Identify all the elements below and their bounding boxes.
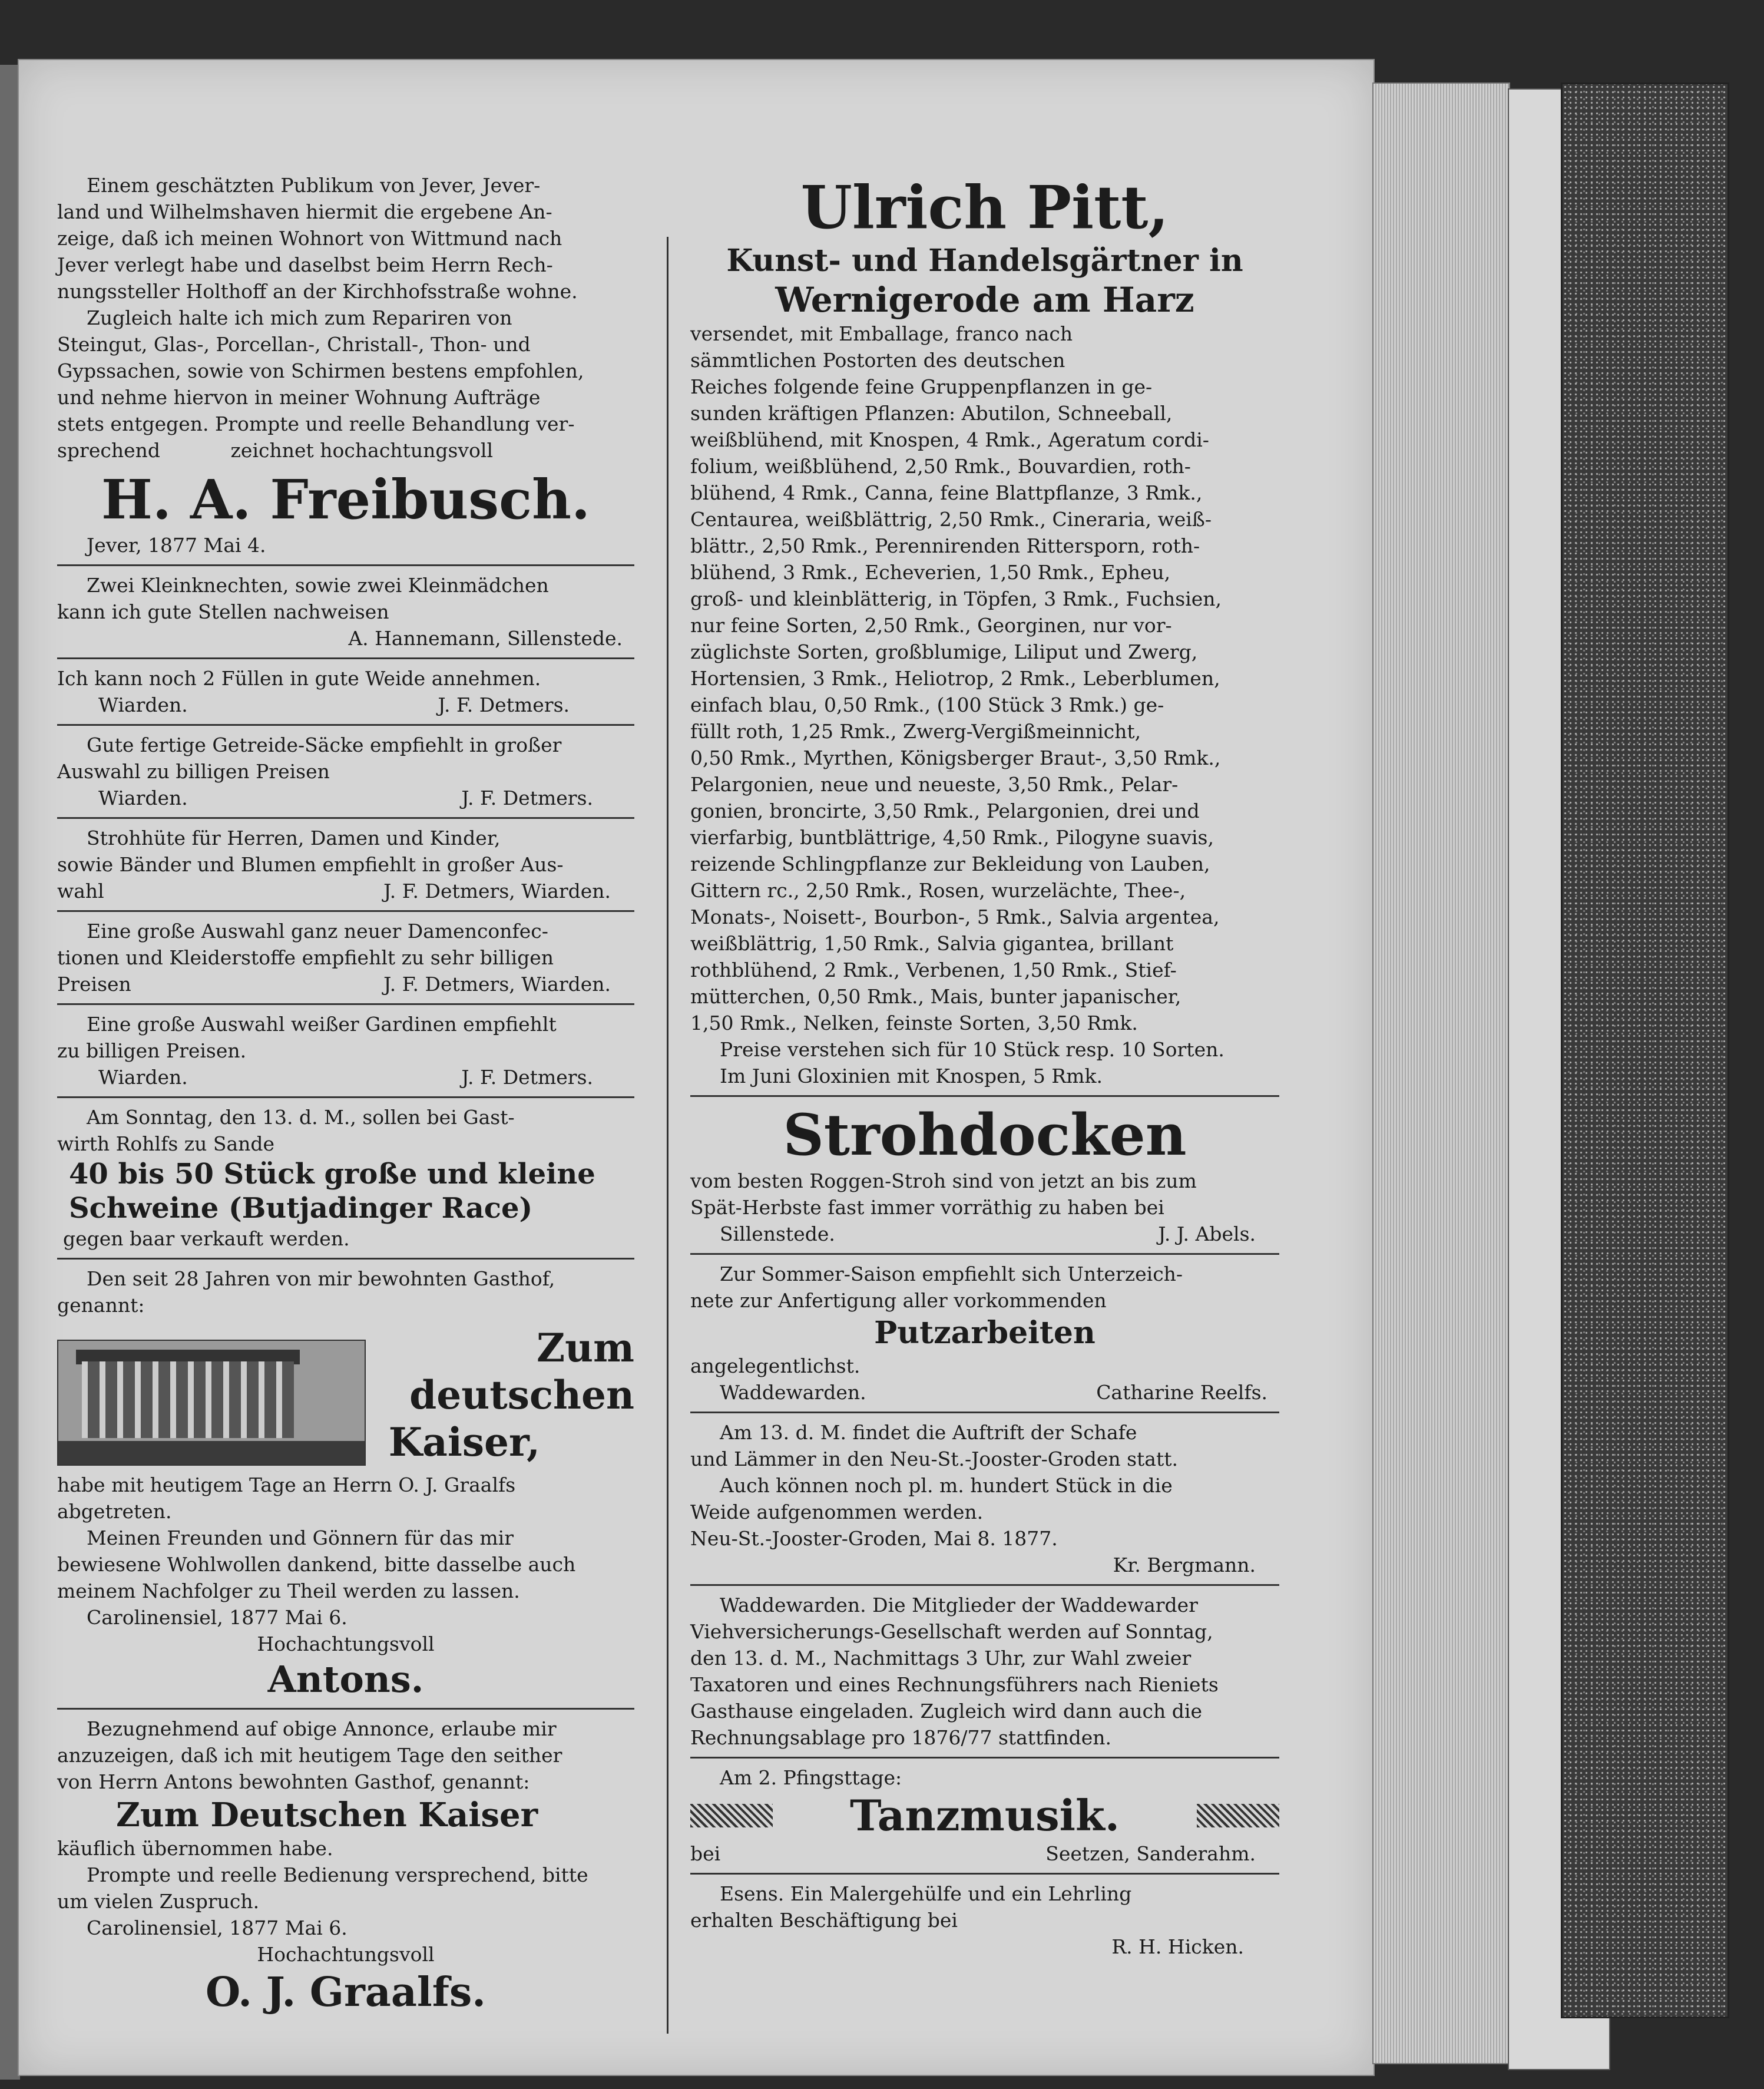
separator: [57, 724, 634, 726]
text-line: Auch können noch pl. m. hundert Stück in die: [720, 1474, 1173, 1497]
left-column: [57, 172, 634, 2017]
text-line: Viehversicherungs-Gesellschaft werden auf Sonntag,: [690, 1620, 1213, 1643]
ad-rohlfs: [57, 1104, 634, 1252]
separator: [690, 1584, 1279, 1586]
text-line: weißblättrig, 1,50 Rmk., Salvia gigantea, brillant: [690, 932, 1174, 955]
text-line: 1,50 Rmk., Nelken, feinste Sorten, 3,50 Rmk.: [690, 1012, 1138, 1034]
signature: Kr. Bergmann.: [1113, 1553, 1256, 1576]
text-line: züglichste Sorten, großblumige, Liliput und Zwerg,: [690, 640, 1198, 663]
headline: Schweine (Butjadinger Race): [69, 1192, 533, 1225]
text-line: Jever verlegt habe und daselbst beim Herrn Rech-: [57, 253, 553, 276]
book-spine: [0, 65, 20, 2080]
text-line: Eine große Auswahl ganz neuer Damenconfec-: [87, 920, 548, 943]
closing-right: zeichnet hochachtungsvoll: [230, 439, 493, 462]
text-line: Weide aufgenommen werden.: [690, 1500, 984, 1523]
text-line: Einem geschätzten Publikum von Jever, Jever-: [87, 174, 541, 197]
text-line: Gypssachen, sowie von Schirmen bestens empfohlen,: [57, 359, 584, 382]
subtitle: Wernigerode am Harz: [775, 280, 1194, 320]
text-line: Zwei Kleinknechten, sowie zwei Kleinmädchen: [87, 574, 549, 597]
signature: Seetzen, Sanderahm.: [1045, 1842, 1256, 1865]
place: Wiarden.: [98, 693, 188, 716]
date-line: Carolinensiel, 1877 Mai 6.: [87, 1606, 347, 1629]
text-line: Monats-, Noisett-, Bourbon-, 5 Rmk., Salvia argentea,: [690, 905, 1220, 928]
text-line: stets entgegen. Prompte und reelle Behandlung ver-: [57, 412, 575, 435]
date-line: Jever, 1877 Mai 4.: [87, 534, 266, 557]
text-line: blühend, 3 Rmk., Echeverien, 1,50 Rmk., Epheu,: [690, 561, 1171, 584]
text-line: füllt roth, 1,25 Rmk., Zwerg-Vergißmeinnicht,: [690, 720, 1141, 743]
ornament-right-icon: [1197, 1804, 1279, 1827]
text-line: erhalten Beschäftigung bei: [690, 1909, 958, 1932]
ad-hicken: [690, 1880, 1279, 1960]
separator: [57, 817, 634, 819]
text-line: Zugleich halte ich mich zum Repariren von: [87, 306, 512, 329]
ad-detmers-3: [57, 825, 634, 904]
text-line: Esens. Ein Malergehülfe und ein Lehrling: [720, 1882, 1132, 1905]
text-line: Im Juni Gloxinien mit Knospen, 5 Rmk.: [720, 1065, 1103, 1088]
date-line: Carolinensiel, 1877 Mai 6.: [87, 1916, 347, 1939]
ad-detmers-4: [57, 918, 634, 997]
text-line: käuflich übernommen habe.: [57, 1837, 333, 1860]
text-line: Am 2. Pfingsttage:: [720, 1766, 902, 1789]
text-line: abgetreten.: [57, 1500, 172, 1523]
ad-pitt: [690, 172, 1279, 1089]
signature: J. F. Detmers.: [461, 786, 593, 809]
separator: [57, 1096, 634, 1098]
text-line: um vielen Zuspruch.: [57, 1890, 260, 1913]
text-line: und nehme hiervon in meiner Wohnung Aufträge: [57, 386, 541, 409]
inn-title: Zum deutschen: [409, 1325, 634, 1418]
column-divider: [667, 237, 668, 2034]
place: Wiarden.: [98, 786, 188, 809]
text-line: nur feine Sorten, 2,50 Rmk., Georginen, nur vor-: [690, 614, 1172, 637]
place: Wiarden.: [98, 1066, 188, 1089]
text-line: versendet, mit Emballage, franco nach: [690, 322, 1073, 345]
book-cover: [1561, 82, 1729, 2018]
headline: Tanzmusik.: [850, 1790, 1120, 1840]
separator: [690, 1757, 1279, 1759]
text-line: Centaurea, weißblättrig, 2,50 Rmk., Cineraria, weiß-: [690, 508, 1212, 531]
signature: R. H. Hicken.: [1111, 1935, 1244, 1958]
text-line: bewiesene Wohlwollen dankend, bitte dasselbe auch: [57, 1553, 576, 1576]
text-line: zu billigen Preisen.: [57, 1039, 247, 1062]
text-line: Hortensien, 3 Rmk., Heliotrop, 2 Rmk., Leberblumen,: [690, 667, 1220, 690]
date-line: Neu-St.-Jooster-Groden, Mai 8. 1877.: [690, 1527, 1058, 1550]
text-line: Prompte und reelle Bedienung versprechend, bitte: [87, 1863, 588, 1886]
text-line: Gute fertige Getreide-Säcke empfiehlt in großer: [87, 733, 562, 756]
separator: [57, 1258, 634, 1260]
text-line: groß- und kleinblätterig, in Töpfen, 3 Rmk., Fuchsien,: [690, 587, 1222, 610]
text-line: und Lämmer in den Neu-St.-Jooster-Groden statt.: [690, 1447, 1178, 1470]
text-line: meinem Nachfolger zu Theil werden zu lassen.: [57, 1579, 520, 1602]
text-line: wirth Rohlfs zu Sande: [57, 1132, 275, 1155]
text-line: gegen baar verkauft werden.: [63, 1227, 350, 1250]
text-line: Den seit 28 Jahren von mir bewohnten Gasthof,: [87, 1267, 555, 1290]
text-line: Bezugnehmend auf obige Annonce, erlaube mir: [87, 1717, 557, 1740]
text-line: sunden kräftigen Pflanzen: Abutilon, Schneeball,: [690, 402, 1173, 425]
greeting: Hochachtungsvoll: [257, 1632, 435, 1655]
text-line: reizende Schlingpflanze zur Bekleidung von Lauben,: [690, 852, 1210, 875]
greeting: Hochachtungsvoll: [257, 1943, 435, 1966]
separator: [690, 1253, 1279, 1255]
ad-waddewarden: [690, 1592, 1279, 1751]
ad-seetzen: [690, 1764, 1279, 1867]
text-line: 0,50 Rmk., Myrthen, Königsberger Braut-, 3,50 Rmk.,: [690, 746, 1221, 769]
advertiser-name: H. A. Freibusch.: [101, 468, 591, 531]
text-line: rothblühend, 2 Rmk., Verbenen, 1,50 Rmk., Stief-: [690, 958, 1177, 981]
ad-hannemann: [57, 572, 634, 652]
ad-bergmann: [690, 1419, 1279, 1578]
inn-illustration: [57, 1340, 366, 1466]
signature: A. Hannemann, Sillenstede.: [348, 627, 623, 650]
separator: [57, 910, 634, 912]
text-line: Taxatoren und eines Rechnungsführers nach Rieniets: [690, 1673, 1219, 1696]
text-line: weißblühend, mit Knospen, 4 Rmk., Ageratum cordi-: [690, 428, 1209, 451]
text-line: wahl: [57, 880, 104, 903]
inn-title: Zum Deutschen Kaiser: [116, 1796, 538, 1835]
separator: [690, 1412, 1279, 1413]
text-line: Pelargonien, neue und neueste, 3,50 Rmk., Pelar-: [690, 773, 1179, 796]
headline: Strohdocken: [783, 1102, 1187, 1168]
separator: [57, 1003, 634, 1005]
ornament-left-icon: [690, 1804, 773, 1827]
text-line: den 13. d. M., Nachmittags 3 Uhr, zur Wahl zweier: [690, 1647, 1192, 1670]
separator: [690, 1095, 1279, 1097]
text-line: tionen und Kleiderstoffe empfiehlt zu sehr billigen: [57, 946, 554, 969]
text-line: anzuzeigen, daß ich mit heutigem Tage den seither: [57, 1744, 562, 1767]
text-line: Auswahl zu billigen Preisen: [57, 760, 330, 783]
text-line: blättr., 2,50 Rmk., Perennirenden Rittersporn, roth-: [690, 534, 1200, 557]
separator: [57, 657, 634, 659]
inn-title: Kaiser,: [388, 1419, 540, 1465]
text-line: habe mit heutigem Tage an Herrn O. J. Graalfs: [57, 1473, 516, 1496]
text-line: Spät-Herbste fast immer vorräthig zu haben bei: [690, 1196, 1164, 1219]
text-line: vom besten Roggen-Stroh sind von jetzt an bis zum: [690, 1169, 1197, 1192]
text-line: sämmtlichen Postorten des deutschen: [690, 349, 1065, 372]
text-line: Strohhüte für Herren, Damen und Kinder,: [87, 827, 501, 850]
text-line: Am 13. d. M. findet die Auftrift der Schafe: [720, 1421, 1137, 1444]
text-line: einfach blau, 0,50 Rmk., (100 Stück 3 Rmk.) ge-: [690, 693, 1164, 716]
text-line: blühend, 4 Rmk., Canna, feine Blattpflanze, 3 Rmk.,: [690, 481, 1203, 504]
subtitle: Kunst- und Handelsgärtner in: [726, 243, 1243, 279]
separator: [57, 1708, 634, 1710]
text-line: Gittern rc., 2,50 Rmk., Rosen, wurzelächte, Thee-,: [690, 879, 1186, 902]
text-line: kann ich gute Stellen nachweisen: [57, 600, 389, 623]
text-line: vierfarbig, buntblättrige, 4,50 Rmk., Pilogyne suavis,: [690, 826, 1214, 849]
text-line: genannt:: [57, 1294, 145, 1317]
page-edges: [1372, 82, 1510, 2064]
signature: J. F. Detmers.: [438, 693, 570, 716]
signature: J. J. Abels.: [1158, 1222, 1256, 1245]
signature: J. F. Detmers, Wiarden.: [383, 973, 611, 996]
text-line: land und Wilhelmshaven hiermit die ergebene An-: [57, 200, 552, 223]
ad-detmers-1: [57, 665, 634, 718]
separator: [690, 1873, 1279, 1875]
text-line: Zur Sommer-Saison empfiehlt sich Unterzeich-: [720, 1262, 1183, 1285]
text-line: von Herrn Antons bewohnten Gasthof, genannt:: [57, 1770, 530, 1793]
newspaper-page: [18, 59, 1375, 2076]
text-line: folium, weißblühend, 2,50 Rmk., Bouvardien, roth-: [690, 455, 1191, 478]
text-line: angelegentlichst.: [690, 1354, 861, 1377]
place: Sillenstede.: [720, 1222, 835, 1245]
ad-abels: [690, 1103, 1279, 1247]
place: Waddewarden.: [720, 1381, 866, 1404]
advertiser-name: Antons.: [267, 1658, 424, 1701]
text-line: Steingut, Glas-, Porcellan-, Christall-, Thon- und: [57, 333, 531, 356]
text-line: Eine große Auswahl weißer Gardinen empfiehlt: [87, 1013, 557, 1036]
text-line: Waddewarden. Die Mitglieder der Waddewarder: [720, 1594, 1198, 1617]
closing-left: sprechend: [57, 439, 161, 462]
text-line: Am Sonntag, den 13. d. M., sollen bei Gast-: [87, 1106, 515, 1129]
text-line: Meinen Freunden und Gönnern für das mir: [87, 1526, 514, 1549]
text-line: nete zur Anfertigung aller vorkommenden: [690, 1289, 1107, 1312]
text-line: mütterchen, 0,50 Rmk., Mais, bunter japanischer,: [690, 985, 1181, 1008]
text-line: sowie Bänder und Blumen empfiehlt in großer Aus-: [57, 853, 564, 876]
signature: Catharine Reelfs.: [1096, 1381, 1267, 1404]
signature: J. F. Detmers, Wiarden.: [383, 880, 611, 903]
text-line: Gasthause eingeladen. Zugleich wird dann auch die: [690, 1700, 1202, 1723]
text-line: Reiches folgende feine Gruppenpflanzen in ge-: [690, 375, 1153, 398]
ad-detmers-5: [57, 1011, 634, 1090]
text-line: Preise verstehen sich für 10 Stück resp. 10 Sorten.: [720, 1038, 1224, 1061]
signature: J. F. Detmers.: [461, 1066, 593, 1089]
ad-detmers-2: [57, 732, 634, 811]
right-column: [690, 172, 1279, 1960]
text-line: bei: [690, 1842, 721, 1865]
ad-freibusch: [57, 172, 634, 558]
headline: Putzarbeiten: [874, 1315, 1096, 1351]
advertiser-name: O. J. Graalfs.: [206, 1969, 486, 2016]
advertiser-name: Ulrich Pitt,: [800, 173, 1169, 242]
ad-graalfs: [57, 1716, 634, 2017]
text-line: Ich kann noch 2 Füllen in gute Weide annehmen.: [57, 667, 541, 690]
text-line: nungssteller Holthoff an der Kirchhofsstraße wohne.: [57, 280, 578, 303]
text-line: zeige, daß ich meinen Wohnort von Wittmund nach: [57, 227, 562, 250]
separator: [57, 564, 634, 566]
ad-reelfs: [690, 1261, 1279, 1406]
ad-antons: [57, 1265, 634, 1702]
text-line: gonien, broncirte, 3,50 Rmk., Pelargonien, drei und: [690, 799, 1200, 822]
headline: 40 bis 50 Stück große und kleine: [69, 1158, 595, 1191]
text-line: Preisen: [57, 973, 131, 996]
text-line: Rechnungsablage pro 1876/77 stattfinden.: [690, 1726, 1111, 1749]
